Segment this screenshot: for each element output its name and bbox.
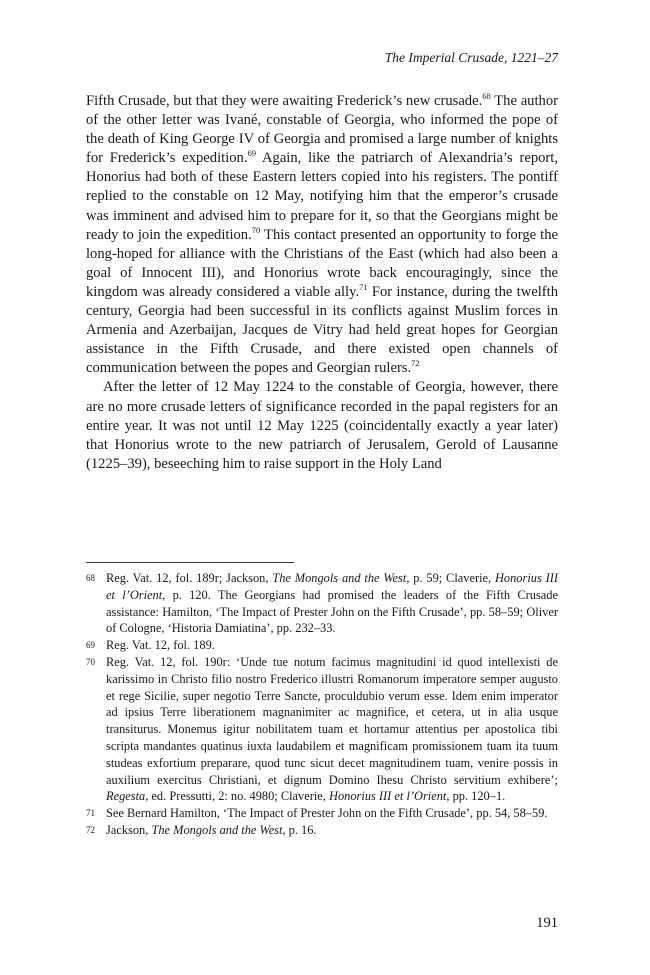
- footnote-title: The Mongols and the West: [151, 822, 283, 837]
- text-run: The author of the other letter was Ivané, constable of Georgia, who informed the pope of the death of King George IV of Georgia and promised a large number of knights for Frederick’s expedition.: [86, 93, 558, 167]
- footnote-number: 69: [86, 640, 95, 651]
- footnote-ref[interactable]: 68: [482, 91, 491, 102]
- footnotes: [86, 570, 558, 839]
- text-run: For instance, during the twelfth century, Georgia had been successful in its conflicts against Muslim forces in Armenia and Azerbaijan, Jacques de Vitry had held great hopes for Georgian assistance in the Fifth Crusade, and there existed open channels of communication between the popes and Georgian rulers.: [86, 283, 558, 377]
- footnote-ref[interactable]: 69: [247, 148, 256, 159]
- footnote-text: Reg. Vat. 12, fol. 189r; Jackson,: [106, 571, 273, 585]
- footnote-number: 71: [86, 808, 95, 819]
- text-run: Again, like the patriarch of Alexandria’s report, Honorius had both of these Eastern letters copied into his registers. The pontiff replied to the constable on 12 May, notifying him that the emperor’s crusade was imminent and advised him to prepare for it, so that the Georgians might be ready to join the expedition.: [86, 150, 558, 243]
- footnote-text: Reg. Vat. 12, fol. 190r: ‘Unde tue notum facimus magnitudini id quod intellexisti de karissimo in Christo filio nostro Frederico illustri Romanorum imperatore semper augusto et rege Sicilie, super negotio Terre Sancte, proculdubio verum esse. Idem enim imperator ad ipsius Terre liberationem magnanimiter ac magnifice, et cetera, ut in alia usque transiturus. Monemus igitur nobilitatem tuam et hortamur attentius per apostolica tibi scripta mandantes quatinus iuxta laudabilem et magnificam promissionem tuam ita tuum studeas exfortium preparare, quod tunc sicut decet magnitudinem tuam, venire possis in auxilium exercitus Christiani, et dignum Domino Ihesu Christo servitium exhibere’;: [106, 654, 558, 787]
- running-head: The Imperial Crusade, 1221–27: [384, 50, 558, 65]
- paragraph: [86, 92, 558, 378]
- footnote-rule: [86, 562, 294, 563]
- footnote-title: Honorius III et l’Orient: [329, 789, 447, 804]
- footnote-text: Reg. Vat. 12, fol. 189.: [106, 638, 215, 653]
- page-number: 191: [536, 915, 558, 931]
- footnote-69: [86, 637, 558, 654]
- paragraph: After the letter of 12 May 1224 to the constable of Georgia, however, there are no more crusade letters of significance recorded in the papal registers for an entire year. It was not until 12 May 1225 (coincidentally exactly a year later) that Honorius wrote to the new patriarch of Jerusalem, Gerold of Lausanne (1225–39), beseeching him to raise support in the Holy Land: [86, 379, 558, 472]
- footnote-number: 70: [86, 656, 95, 667]
- main-text: [86, 92, 558, 474]
- footnote-ref[interactable]: 70: [251, 224, 261, 235]
- footnote-title: Regesta: [106, 789, 146, 804]
- footnote-71: [86, 805, 558, 822]
- footnote-number: 68: [86, 573, 95, 583]
- footnote-68: [86, 570, 558, 637]
- footnote-title: The Mongols and the West: [272, 571, 407, 585]
- footnote-text: , p. 59; Claverie,: [406, 571, 495, 585]
- footnote-title: Honorius III et l’Orient: [106, 571, 559, 602]
- footnote-text: See Bernard Hamilton, ‘The Impact of Prester John on the Fifth Crusade’, pp. 54, 58–59.: [106, 806, 548, 821]
- text-run: Fifth Crusade, but that they were awaiting Frederick’s new crusade.: [86, 93, 483, 109]
- footnote-text: , ed. Pressutti, 2: no. 4980; Claverie,: [145, 789, 330, 804]
- footnote-text: , p. 120. The Georgians had promised the leaders of the Fifth Crusade assistance: Hamilton, ‘The Impact of Prester John on the Fifth Crusade’, pp. 58–59; Oliver of Cologne, ‘Historia Damiatina’, pp. 232–33.: [106, 587, 558, 636]
- text-run: This contact presented an opportunity to forge the long-hoped for alliance with the Christians of the East (which had also been a goal of Innocent III), and Honorius wrote back encouragingly, since the kingdom was already considered a viable ally.: [86, 226, 558, 300]
- footnote-ref[interactable]: 71: [359, 282, 368, 293]
- footnote-number: 72: [86, 824, 95, 835]
- footnote-70: [86, 654, 558, 805]
- footnote-text: Jackson,: [106, 822, 152, 837]
- footnote-text: , pp. 120–1.: [446, 789, 506, 804]
- footnote-ref[interactable]: 72: [411, 358, 420, 369]
- footnote-72: [86, 822, 558, 839]
- footnote-text: , p. 16.: [282, 822, 317, 837]
